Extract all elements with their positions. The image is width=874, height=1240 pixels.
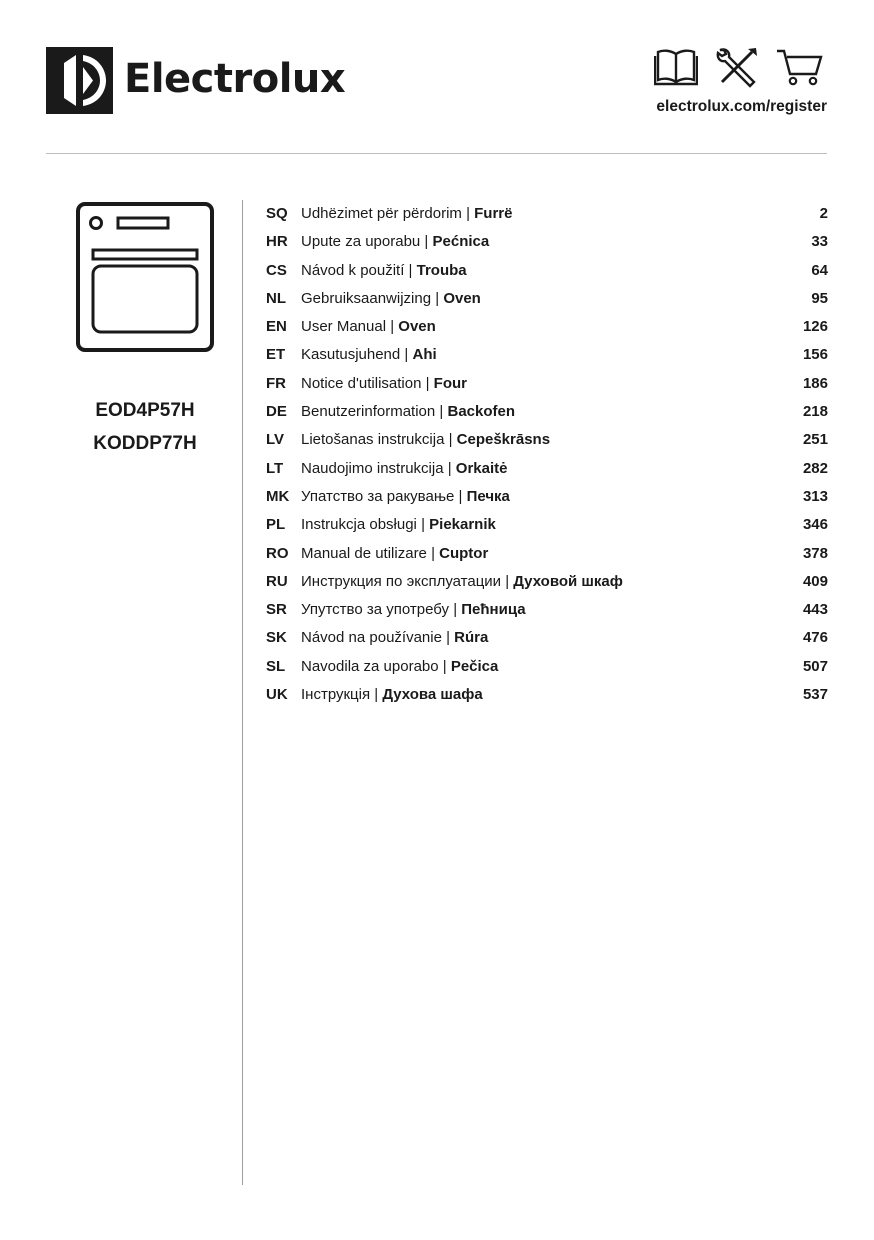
language-code: MK <box>266 487 290 505</box>
manual-title: Udhëzimet për përdorim | Furrë <box>301 205 513 222</box>
manual-title: Manual de utilizare | Cuptor <box>301 544 489 562</box>
page-number: 218 <box>802 403 828 421</box>
toc-row[interactable] <box>266 399 828 427</box>
language-code: FR <box>266 374 286 392</box>
toc-row[interactable] <box>266 427 828 455</box>
page-number: 282 <box>802 459 828 477</box>
toc-row[interactable] <box>266 541 828 569</box>
manual-title: Návod k použití | Trouba <box>301 261 467 279</box>
page-number: 33 <box>811 233 828 251</box>
cart-icon <box>776 46 824 88</box>
toc-row[interactable] <box>266 625 828 653</box>
page-number: 409 <box>802 572 828 590</box>
toc-row[interactable] <box>266 286 828 314</box>
language-code: NL <box>266 289 286 307</box>
toc-row[interactable] <box>266 201 828 229</box>
toc-row[interactable] <box>266 258 828 286</box>
page-number: 186 <box>802 374 828 392</box>
language-code: SL <box>266 657 286 675</box>
toc-row[interactable] <box>266 484 828 512</box>
manual-title: Инструкция по эксплуатации | Духовой шкаф <box>301 572 623 590</box>
brand-name: Electrolux <box>124 56 346 102</box>
book-icon <box>654 46 698 86</box>
page-number: 537 <box>802 686 828 704</box>
tools-icon <box>716 46 760 88</box>
manual-title: User Manual | Oven <box>301 318 436 336</box>
language-code: EN <box>266 318 287 336</box>
page-number: 443 <box>802 601 828 619</box>
toc-row[interactable] <box>266 456 828 484</box>
language-index <box>266 201 828 710</box>
page-number: 126 <box>802 318 828 336</box>
toc-row[interactable] <box>266 512 828 540</box>
manual-title: Instrukcja obsługi | Piekarnik <box>301 516 496 534</box>
oven-icon <box>76 202 214 352</box>
toc-row[interactable] <box>266 371 828 399</box>
manual-title: Gebruiksaanwijzing | Oven <box>301 289 481 307</box>
manual-title: Naudojimo instrukcija | Orkaitė <box>301 459 508 477</box>
toc-row[interactable] <box>266 342 828 370</box>
manual-title: Upute za uporabu | Pećnica <box>301 233 490 251</box>
page-number: 507 <box>802 657 828 675</box>
toc-row[interactable] <box>266 682 828 710</box>
manual-title: Návod na používanie | Rúra <box>301 629 489 647</box>
register-url[interactable]: electrolux.com/register <box>656 98 827 115</box>
manual-title: Kasutusjuhend | Ahi <box>301 346 437 364</box>
page-number: 156 <box>802 346 828 364</box>
language-code: RU <box>266 572 288 590</box>
language-code: DE <box>266 403 287 421</box>
model-number-1: EOD4P57H <box>95 400 195 421</box>
language-code: RO <box>266 544 289 562</box>
manual-title: Упутство за употребу | Пећница <box>301 601 526 619</box>
language-code: ET <box>266 346 286 364</box>
manual-title: Lietošanas instrukcija | Cepeškrāsns <box>301 431 551 449</box>
page-number: 95 <box>811 289 828 307</box>
header-divider <box>46 153 827 154</box>
language-code: SR <box>266 601 287 619</box>
language-code: SK <box>266 629 287 647</box>
page-number: 64 <box>811 261 828 279</box>
electrolux-logo-icon <box>46 47 113 114</box>
manual-title: Navodila za uporabo | Pečica <box>301 657 499 675</box>
manual-title: Інструкція | Духова шафа <box>301 686 483 704</box>
page-number: 251 <box>802 431 828 449</box>
page-number: 378 <box>802 544 828 562</box>
language-code: UK <box>266 686 288 704</box>
toc-row[interactable] <box>266 229 828 257</box>
language-code: SQ <box>266 205 288 222</box>
toc-row[interactable] <box>266 569 828 597</box>
toc-row[interactable] <box>266 654 828 682</box>
page-number: 346 <box>802 516 828 534</box>
language-code: LT <box>266 459 284 477</box>
language-code: HR <box>266 233 288 251</box>
model-number-2: KODDP77H <box>93 433 197 454</box>
page-number: 476 <box>802 629 828 647</box>
language-code: CS <box>266 261 287 279</box>
language-code: LV <box>266 431 285 449</box>
language-code: PL <box>266 516 286 534</box>
manual-title: Упатство за ракување | Печка <box>301 487 510 505</box>
page-number: 313 <box>802 487 828 505</box>
page-number: 2 <box>819 205 828 222</box>
toc-row[interactable] <box>266 314 828 342</box>
manual-title: Notice d'utilisation | Four <box>301 374 467 392</box>
toc-row[interactable] <box>266 597 828 625</box>
column-divider <box>242 200 243 1185</box>
header-icons <box>652 46 828 88</box>
manual-title: Benutzerinformation | Backofen <box>301 403 516 421</box>
